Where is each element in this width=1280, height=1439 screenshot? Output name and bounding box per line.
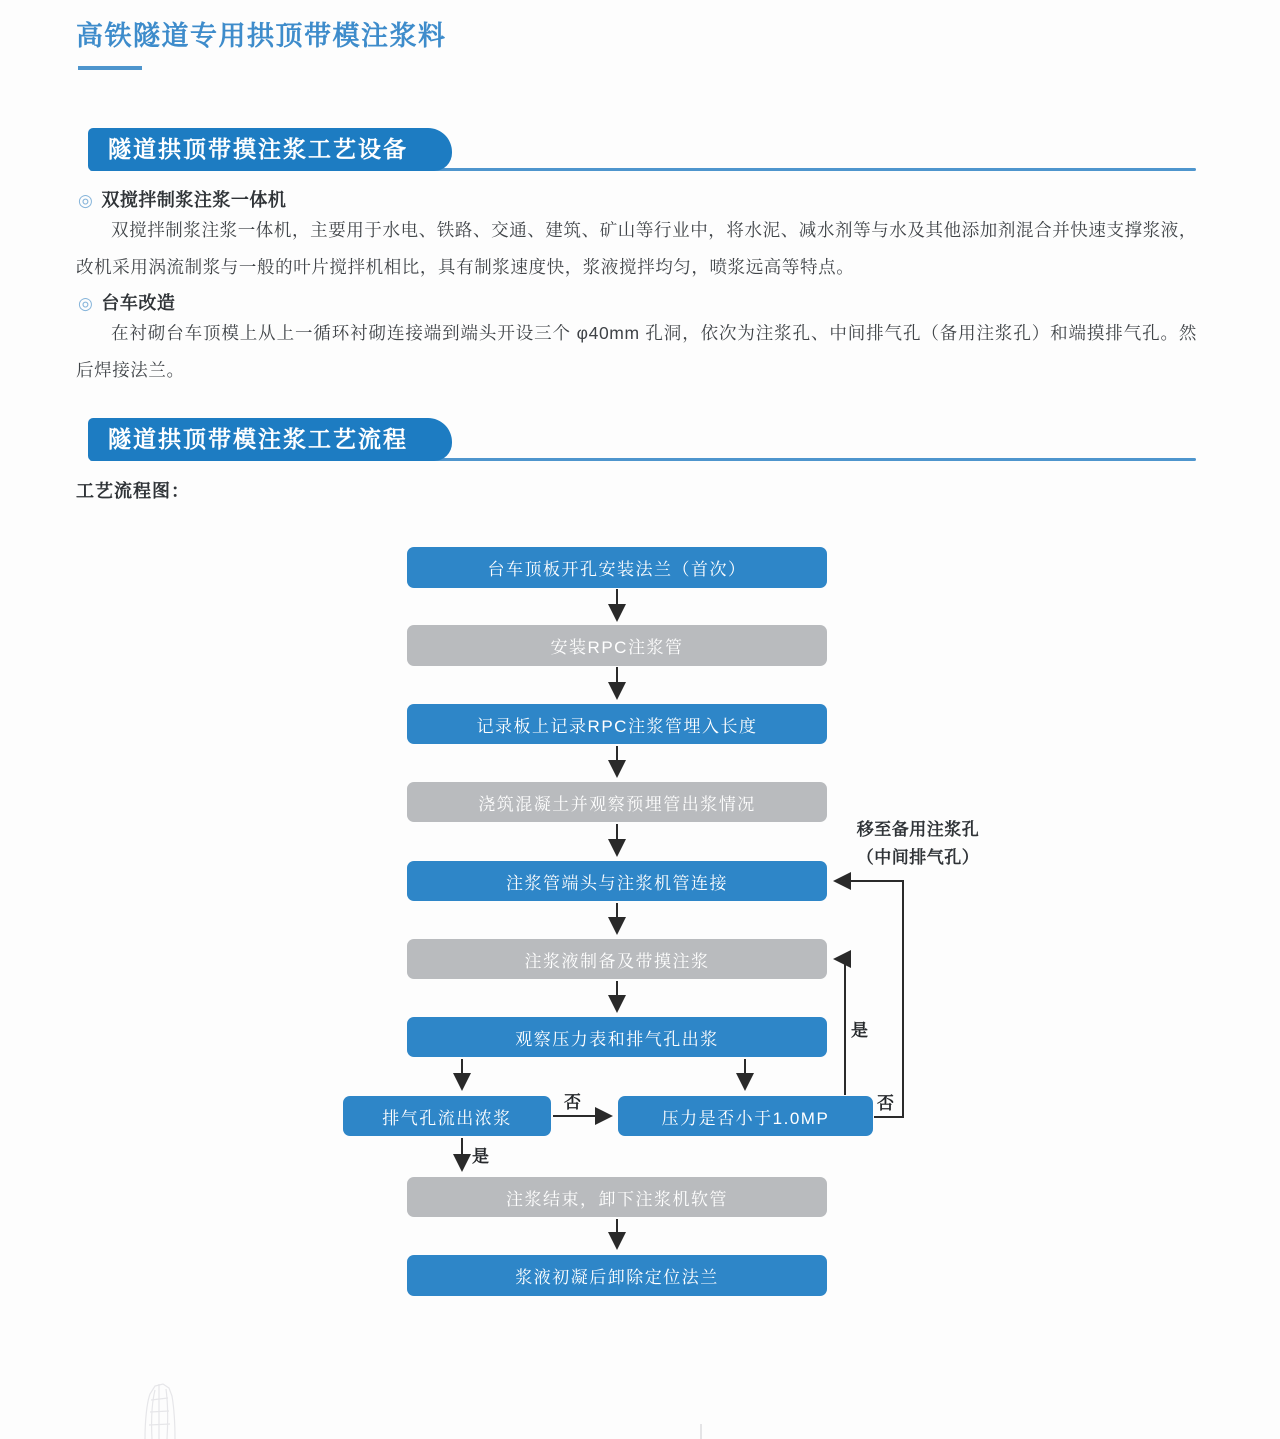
bullet-heading-trolley: [78, 289, 175, 315]
section-tab-process: 隧道拱顶带模注浆工艺流程: [88, 418, 452, 461]
flow-diagram-label: 工艺流程图：: [76, 481, 190, 501]
flow-node-remove-flange: 浆液初凝后卸除定位法兰: [407, 1255, 827, 1296]
bullet-heading-text: 双搅拌制浆注浆一体机: [101, 190, 287, 210]
edge-label-yes-right: 是: [851, 1021, 869, 1040]
edge-label-yes-left: 是: [472, 1147, 490, 1166]
ring-bullet-icon: ◎: [78, 294, 94, 313]
flow-node-vent-thick-grout: 排气孔流出浓浆: [343, 1096, 551, 1136]
building-watermark-icon: [136, 1382, 190, 1439]
flow-node-prepare-grout: 注浆液制备及带摸注浆: [407, 939, 827, 979]
flow-node-record-length: 记录板上记录RPC注浆管埋入长度: [407, 704, 827, 744]
section-tab-equipment: 隧道拱顶带摸注浆工艺设备: [88, 128, 452, 171]
loop-annotation-line2: （中间排气孔）: [856, 848, 980, 867]
flow-node-pressure-check: 压力是否小于1.0MP: [618, 1096, 873, 1136]
page-title: 高铁隧道专用拱顶带模注浆料: [76, 21, 447, 51]
flow-node-install-rpc-pipe: 安装RPC注浆管: [407, 625, 827, 666]
edge-label-no-mid: 否: [564, 1093, 582, 1112]
flow-node-finish-grouting: 注浆结束，卸下注浆机软管: [407, 1177, 827, 1217]
flowchart: [0, 540, 1280, 1330]
flow-node-connect-machine: 注浆管端头与注浆机管连接: [407, 861, 827, 901]
paragraph-trolley: 在衬砌台车顶模上从上一循环衬砌连接端到端头开设三个 φ40mm 孔洞，依次为注浆孔、中间排气孔（备用注浆孔）和端摸排气孔。然后焊接法兰。: [76, 323, 1197, 380]
edge-label-no-right: 否: [877, 1094, 895, 1113]
ring-bullet-icon: ◎: [78, 191, 94, 210]
flow-node-pour-concrete: 浇筑混凝土并观察预埋管出浆情况: [407, 782, 827, 822]
title-underline: [78, 66, 142, 70]
section-header-equipment: [88, 128, 1196, 171]
flow-node-install-flange: 台车顶板开孔安装法兰（首次）: [407, 547, 827, 588]
loop-annotation-line1: 移至备用注浆孔: [856, 820, 980, 839]
paragraph-mixer: 双搅拌制浆注浆一体机，主要用于水电、铁路、交通、建筑、矿山等行业中，将水泥、减水剂等与水及其他添加剂混合并快速支撑浆液，改机采用涡流制浆与一般的叶片搅拌机相比，具有制浆速度快，浆液搅拌均匀，喷浆远高等特点。: [76, 220, 1197, 277]
faint-divider: [700, 1424, 702, 1439]
loop-annotation: [838, 816, 998, 872]
section-header-process: [88, 418, 1196, 461]
bullet-heading-mixer: [78, 186, 286, 212]
bullet-heading-text: 台车改造: [101, 293, 176, 313]
flow-node-observe-gauge: 观察压力表和排气孔出浆: [407, 1017, 827, 1057]
